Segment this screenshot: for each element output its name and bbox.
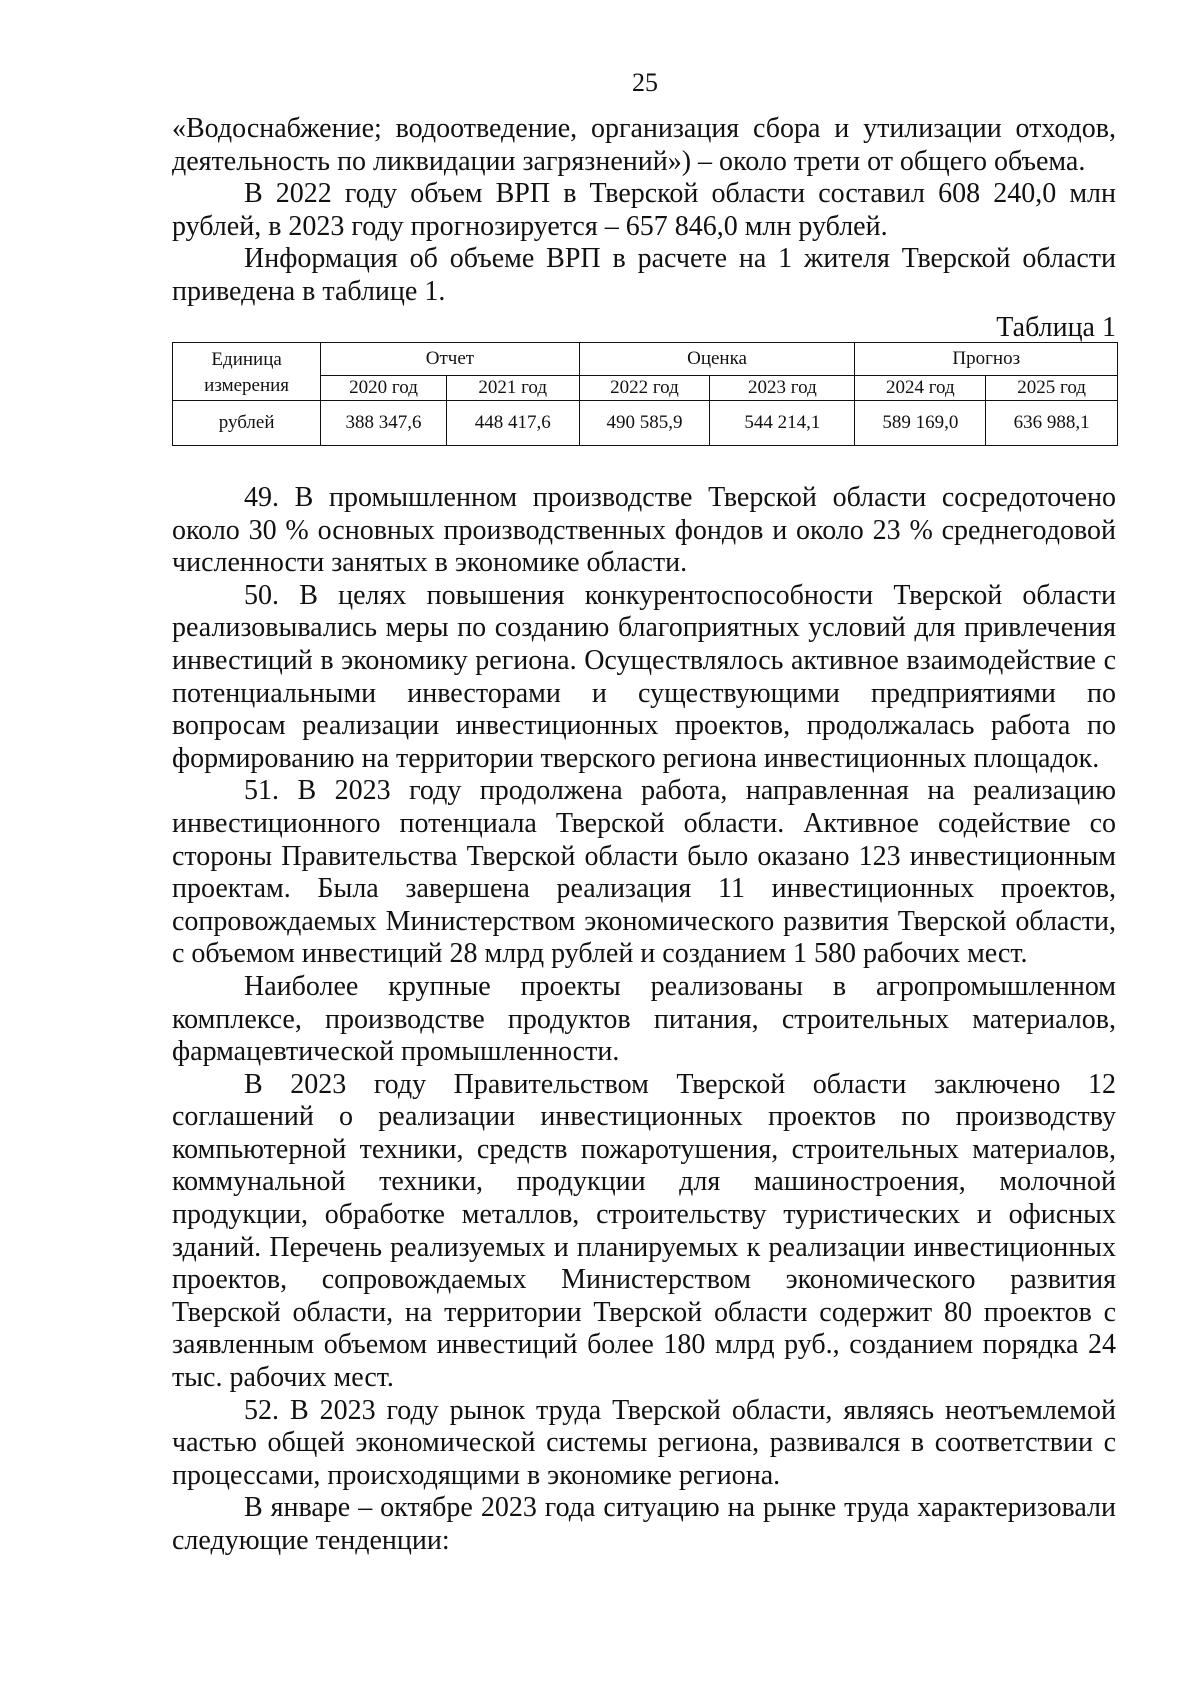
table-header-row	[173, 343, 1118, 376]
grp-per-capita-table	[172, 342, 1118, 446]
group-report-cell: Отчет	[321, 343, 579, 376]
group-forecast-cell: Прогноз	[855, 343, 1118, 376]
text-block-bottom	[172, 482, 1116, 1558]
paragraph-52: 52. В 2023 году рынок труда Тверской области, являясь неотъемлемой частью общей экономической системы региона, развивался в соответствии с процессами, происходящими в экономике региона.	[172, 1394, 1116, 1491]
year-cell: 2024 год	[855, 376, 986, 401]
value-cell: 490 585,9	[579, 401, 710, 446]
group-estimate-cell: Оценка	[579, 343, 855, 376]
year-cell: 2025 год	[986, 376, 1118, 401]
value-cell: 589 169,0	[855, 401, 986, 446]
paragraph-49: 49. В промышленном производстве Тверской области сосредоточено около 30 % основных производственных фондов и около 23 % среднегодовой численности занятых в экономике области.	[172, 482, 1116, 579]
paragraph-agreements: В 2023 году Правительством Тверской области заключено 12 соглашений о реализации инвестиционных проектов по производству компьютерной техники, средств пожаротушения, строительных материалов, коммунальной техники, продукции для машиностроения, молочной продукции, обработке металлов, строительству туристических и офисных зданий. Перечень реализуемых и планируемых к реализации инвестиционных проектов, сопровождаемых Министерством экономического развития Тверской области, на территории Тверской области содержит 80 проектов с заявленным объемом инвестиций более 180 млрд руб., созданием порядка 24 тыс. рабочих мест.	[172, 1068, 1116, 1394]
paragraph-51: 51. В 2023 году продолжена работа, направленная на реализацию инвестиционного потенциала Тверской области. Активное содействие со стороны Правительства Тверской области было оказано 123 инвестиционным проектам. Была завершена реализация 11 инвестиционных проектов, сопровождаемых Министерством экономического развития Тверской области, с объемом инвестиций 28 млрд рублей и созданием 1 580 рабочих мест.	[172, 775, 1116, 970]
year-cell: 2020 год	[321, 376, 447, 401]
value-cell: 636 988,1	[986, 401, 1118, 446]
paragraph-grp-volume: В 2022 году объем ВРП в Тверской области составил 608 240,0 млн рублей, в 2023 году прогнозируется – 657 846,0 млн рублей.	[172, 178, 1116, 242]
page-number: 25	[632, 68, 658, 97]
table-caption: Таблица 1	[996, 312, 1116, 343]
paragraph-water-supply: «Водоснабжение; водоотведение, организация сбора и утилизации отходов, деятельность по ликвидации загрязнений») – около трети от общего объема.	[172, 113, 1116, 177]
value-cell: 448 417,6	[446, 401, 579, 446]
unit-header-cell: Единица измерения	[173, 343, 321, 401]
year-cell: 2021 год	[446, 376, 579, 401]
year-cell: 2023 год	[710, 376, 855, 401]
paragraph-50: 50. В целях повышения конкурентоспособности Тверской области реализовывались меры по созданию благоприятных условий для привлечения инвестиций в экономику региона. Осуществлялось активное взаимодействие с потенциальными инвесторами и существующими предприятиями по вопросам реализации инвестиционных проектов, продолжалась работа по формированию на территории тверского региона инвестиционных площадок.	[172, 579, 1116, 774]
value-cell: 544 214,1	[710, 401, 855, 446]
value-cell: 388 347,6	[321, 401, 447, 446]
paragraph-largest-projects: Наиболее крупные проекты реализованы в агропромышленном комплексе, производстве продуктов питания, строительных материалов, фармацевтической промышленности.	[172, 970, 1116, 1068]
table-values-row	[173, 401, 1118, 446]
paragraph-labor-trends: В январе – октябре 2023 года ситуацию на рынке труда характеризовали следующие тенденции:	[172, 1492, 1116, 1556]
unit-cell: рублей	[173, 401, 321, 446]
year-cell: 2022 год	[579, 376, 710, 401]
paragraph-grp-per-capita: Информация об объеме ВРП в расчете на 1 жителя Тверской области приведена в таблице 1.	[172, 243, 1116, 307]
text-block-top	[172, 113, 1116, 309]
